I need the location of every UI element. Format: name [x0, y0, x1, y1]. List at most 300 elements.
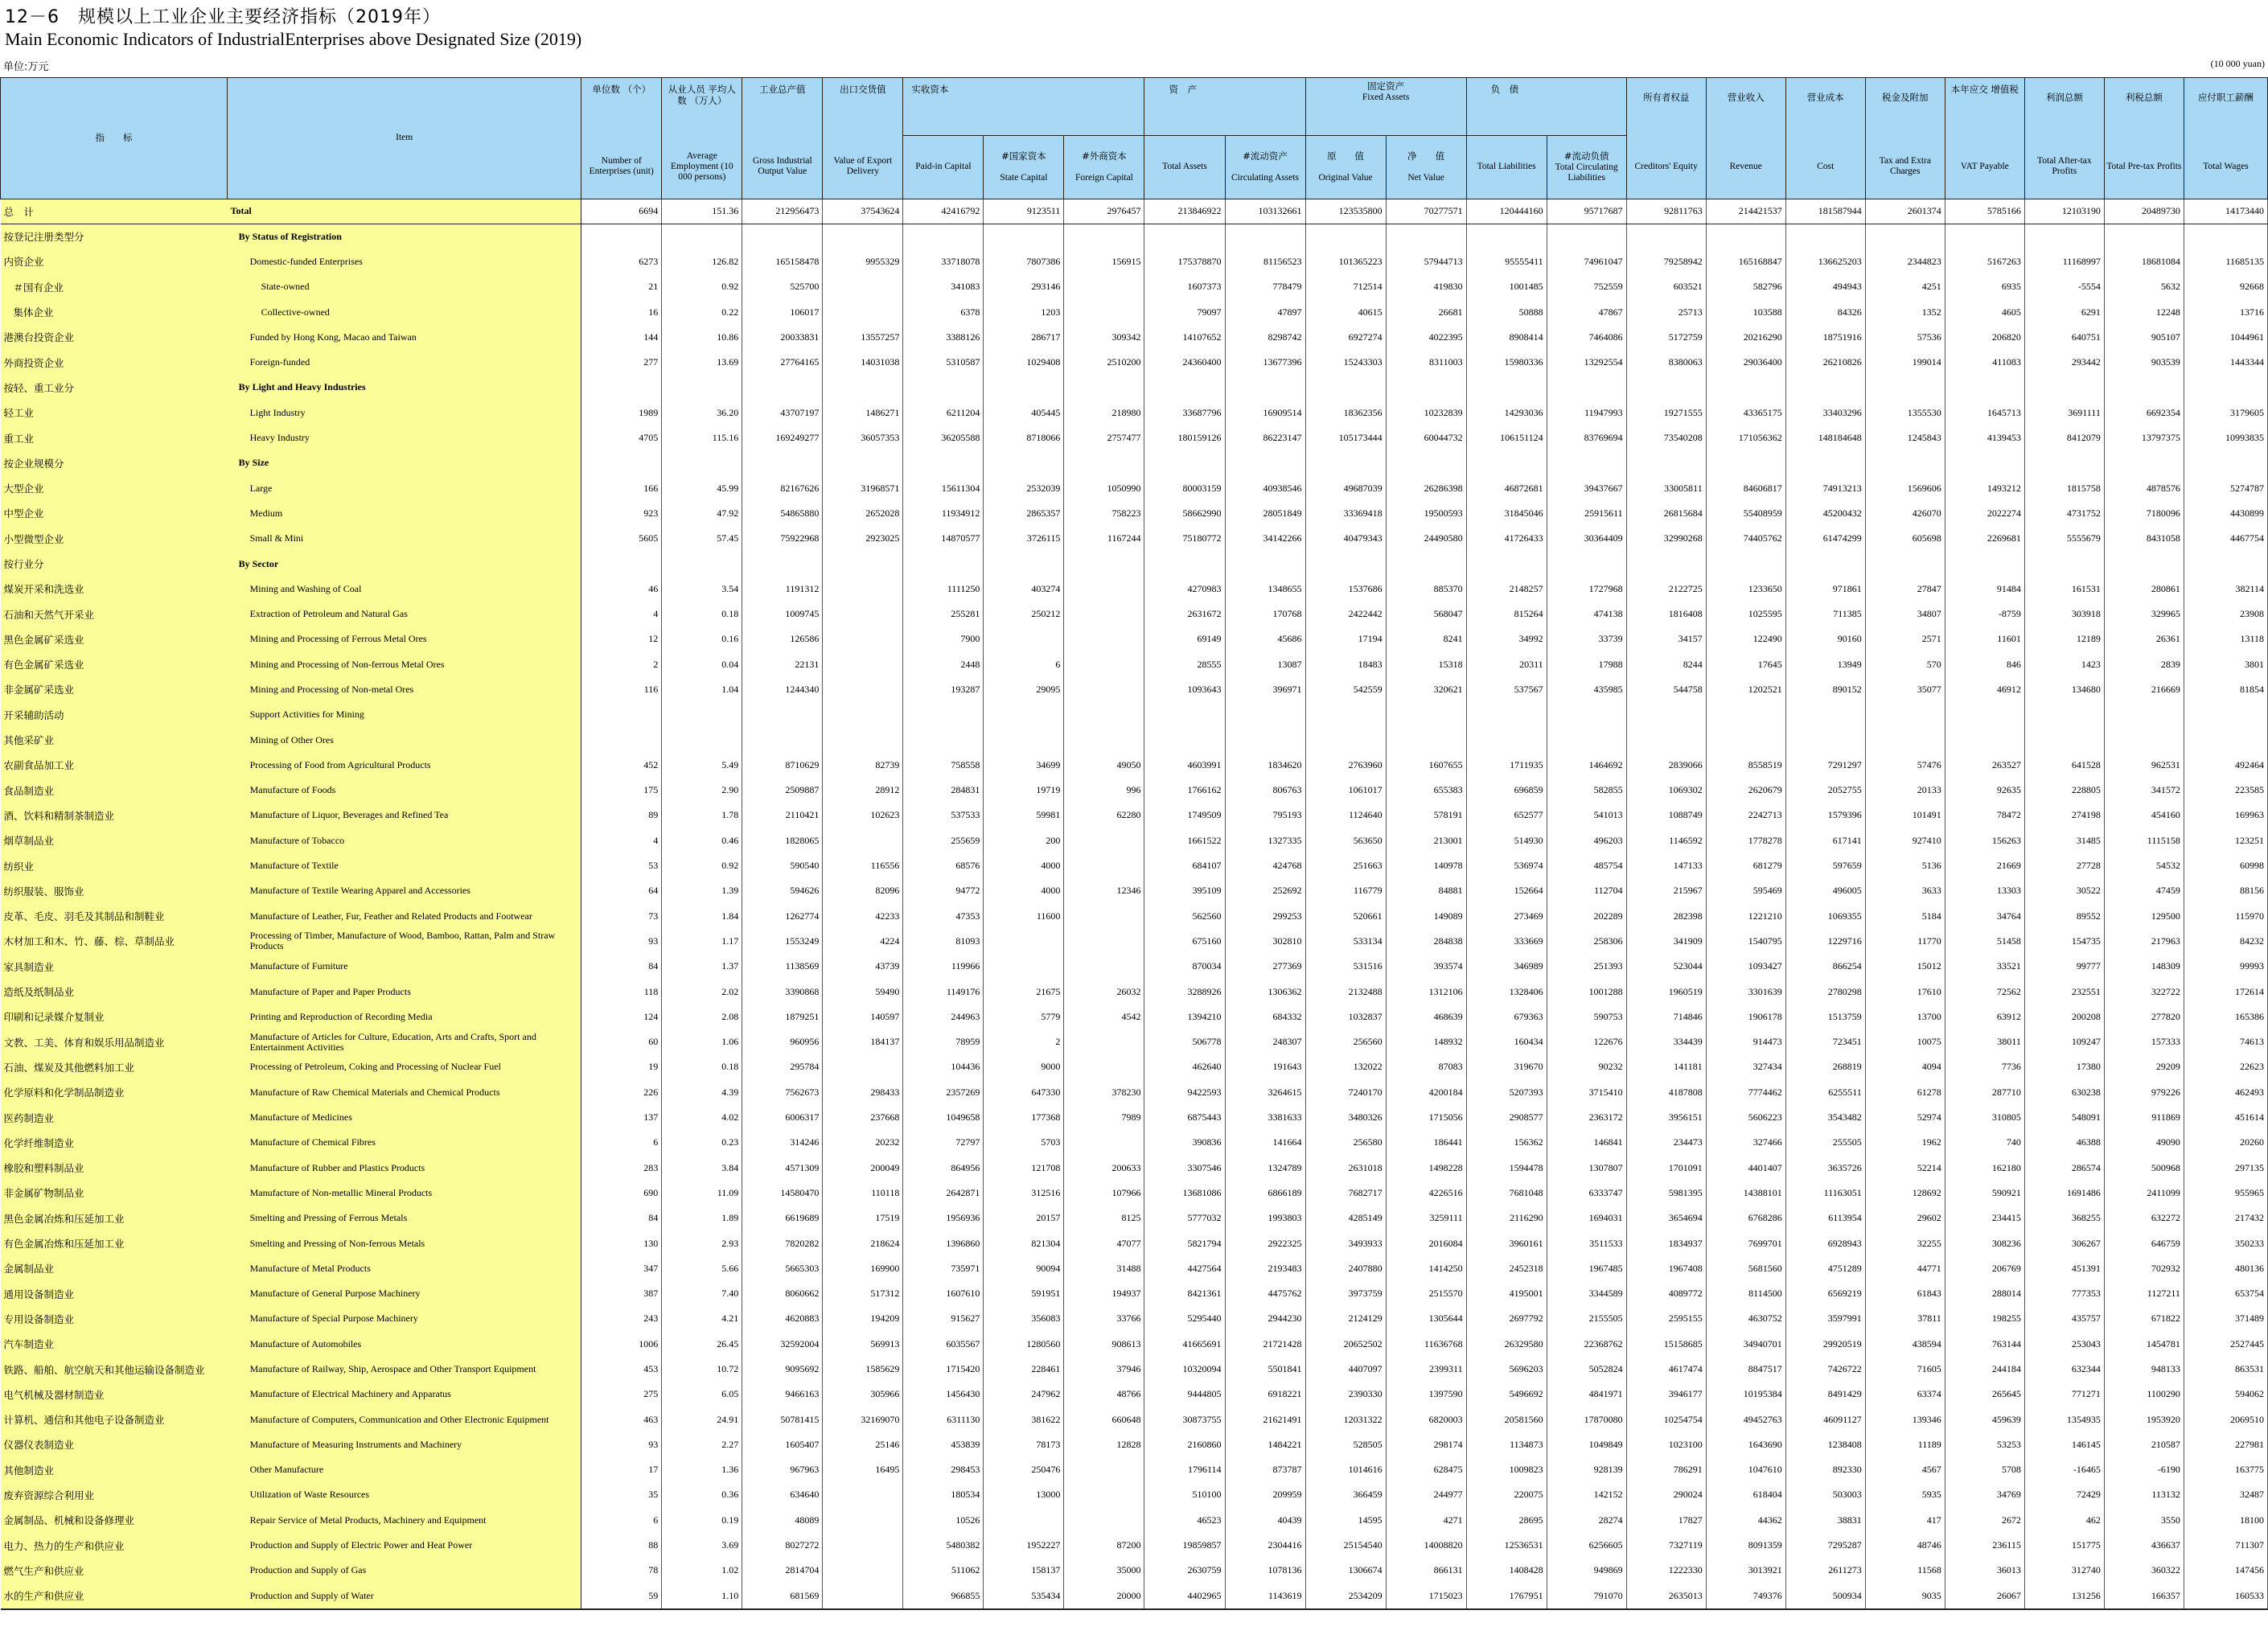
data-cell	[1945, 727, 2024, 752]
data-cell: 758223	[1064, 501, 1144, 526]
data-cell: 200208	[2024, 1004, 2104, 1029]
data-cell	[581, 702, 662, 727]
data-cell: 115970	[2184, 904, 2267, 929]
data-cell	[1547, 450, 1626, 475]
data-cell: 6928943	[1785, 1230, 1865, 1255]
header-item: Item	[228, 78, 581, 199]
row-label-en: Processing of Petroleum, Coking and Processing of Nuclear Fuel	[228, 1054, 581, 1079]
data-cell: 569913	[823, 1332, 903, 1357]
data-cell: 308236	[1945, 1230, 2024, 1255]
data-cell	[1547, 551, 1626, 576]
data-cell: 915627	[903, 1306, 984, 1331]
data-cell: 293146	[984, 274, 1064, 299]
data-cell: 47867	[1547, 299, 1626, 324]
table-row	[1, 325, 2268, 350]
data-cell: 4000	[984, 853, 1064, 878]
data-cell: 20033831	[742, 325, 823, 350]
data-cell	[823, 626, 903, 651]
data-cell: 8298742	[1225, 325, 1305, 350]
data-cell: 99993	[2184, 954, 2267, 979]
data-cell	[2184, 551, 2267, 576]
data-cell: 8710629	[742, 753, 823, 778]
data-cell	[2024, 375, 2104, 400]
data-cell: 6006317	[742, 1105, 823, 1130]
data-cell: 18483	[1305, 652, 1386, 677]
data-cell: 32255	[1865, 1230, 1945, 1255]
data-cell: 1312106	[1386, 979, 1466, 1004]
data-cell: 1355530	[1865, 401, 1945, 425]
data-cell: 594626	[742, 878, 823, 903]
data-cell: 152664	[1466, 878, 1547, 903]
row-label-en: Smelting and Pressing of Ferrous Metals	[228, 1206, 581, 1230]
data-cell: 341083	[903, 274, 984, 299]
data-cell: 49050	[1064, 753, 1144, 778]
data-cell: 2	[984, 1029, 1064, 1054]
data-cell: 4271	[1386, 1508, 1466, 1533]
data-cell: 25915611	[1547, 501, 1626, 526]
data-cell: 40479343	[1305, 526, 1386, 551]
data-cell: 371489	[2184, 1306, 2267, 1331]
data-cell: 60998	[2184, 853, 2267, 878]
data-cell: 628475	[1386, 1457, 1466, 1482]
header-emp-cn: 从业人员 平均人数 （万人）	[662, 78, 742, 136]
data-cell: 525700	[742, 274, 823, 299]
data-cell	[1064, 828, 1144, 853]
data-cell	[1706, 702, 1785, 727]
data-cell: 310805	[1945, 1105, 2024, 1130]
data-cell: 8421361	[1144, 1281, 1225, 1306]
data-cell: 57.45	[662, 526, 742, 551]
data-cell: 213001	[1386, 828, 1466, 853]
data-cell: 57536	[1865, 325, 1945, 350]
data-cell: 5821794	[1144, 1230, 1225, 1255]
header-tax-cn: 税金及附加	[1865, 78, 1945, 136]
data-cell: 1537686	[1305, 577, 1386, 602]
data-cell: 711385	[1785, 602, 1865, 626]
row-label-cn: 有色金属矿采选业	[1, 652, 228, 677]
data-cell: 520661	[1305, 904, 1386, 929]
data-cell: 24.91	[662, 1407, 742, 1432]
data-cell: 92811763	[1626, 199, 1706, 224]
data-cell: 286717	[984, 325, 1064, 350]
data-cell	[1865, 702, 1945, 727]
row-label-en: Manufacture of Chemical Fibres	[228, 1130, 581, 1155]
table-row	[1, 727, 2268, 752]
data-cell	[1626, 702, 1706, 727]
data-cell	[1144, 727, 1225, 752]
unit-label-en: (10 000 yuan)	[2210, 58, 2265, 69]
data-cell: 123251	[2184, 828, 2267, 853]
header-output-en: Gross Industrial Output Value	[742, 135, 823, 199]
table-row	[1, 828, 2268, 853]
data-cell	[1144, 224, 1225, 249]
data-cell: 3597991	[1785, 1306, 1865, 1331]
data-cell: 8847517	[1706, 1357, 1785, 1382]
data-cell: 59	[581, 1584, 662, 1609]
data-cell	[984, 702, 1064, 727]
data-cell	[1945, 224, 2024, 249]
data-cell: 1394210	[1144, 1004, 1225, 1029]
table-row	[1, 602, 2268, 626]
data-cell: 89	[581, 803, 662, 828]
data-cell: 81156523	[1225, 249, 1305, 274]
data-cell: 193287	[903, 677, 984, 702]
data-cell	[581, 224, 662, 249]
data-cell: 32990268	[1626, 526, 1706, 551]
data-cell: 0.36	[662, 1482, 742, 1507]
data-cell: 88	[581, 1533, 662, 1558]
data-cell: 132022	[1305, 1054, 1386, 1079]
data-cell: 52214	[1865, 1155, 1945, 1180]
data-cell: 256560	[1305, 1029, 1386, 1054]
data-cell: 273469	[1466, 904, 1547, 929]
data-cell: 10526	[903, 1508, 984, 1533]
data-cell: 1.02	[662, 1558, 742, 1583]
data-cell: 2757477	[1064, 425, 1144, 450]
data-cell: 92668	[2184, 274, 2267, 299]
data-cell	[823, 1054, 903, 1079]
data-cell: 740	[1945, 1130, 2024, 1155]
data-cell: 8027272	[742, 1533, 823, 1558]
data-cell: 161531	[2024, 577, 2104, 602]
data-cell: 157333	[2104, 1029, 2184, 1054]
data-cell: 84232	[2184, 929, 2267, 954]
data-cell: 1262774	[742, 904, 823, 929]
data-cell: 13949	[1785, 652, 1865, 677]
row-label-cn: 集体企业	[1, 299, 228, 324]
data-cell: 18362356	[1305, 401, 1386, 425]
data-cell: 7774462	[1706, 1080, 1785, 1105]
data-cell: 26286398	[1386, 475, 1466, 500]
row-label-en: By Size	[228, 450, 581, 475]
data-cell: 541013	[1547, 803, 1626, 828]
data-cell	[823, 1584, 903, 1609]
data-cell: 17	[581, 1457, 662, 1482]
data-cell	[823, 677, 903, 702]
data-cell: -8759	[1945, 602, 2024, 626]
data-cell: 74613	[2184, 1029, 2267, 1054]
data-cell: 54532	[2104, 853, 2184, 878]
data-cell: 5777032	[1144, 1206, 1225, 1230]
data-cell: 8558519	[1706, 753, 1785, 778]
table-row	[1, 878, 2268, 903]
data-cell: 749376	[1706, 1584, 1785, 1609]
data-cell: 2411099	[2104, 1181, 2184, 1206]
data-cell: 148309	[2104, 954, 2184, 979]
data-cell: 4603991	[1144, 753, 1225, 778]
data-cell: 537533	[903, 803, 984, 828]
data-cell: 1.17	[662, 929, 742, 954]
row-label-cn: 总 计	[1, 199, 228, 224]
data-cell: 166	[581, 475, 662, 500]
data-cell: 996	[1064, 778, 1144, 803]
data-cell: 511062	[903, 1558, 984, 1583]
row-label-en: Manufacture of Automobiles	[228, 1332, 581, 1357]
row-label-cn: 纺织服装、服饰业	[1, 878, 228, 903]
data-cell: 1423	[2024, 652, 2104, 677]
data-cell: 298174	[1386, 1432, 1466, 1457]
row-label-en: Large	[228, 475, 581, 500]
data-cell	[1064, 677, 1144, 702]
data-cell: 2399311	[1386, 1357, 1466, 1382]
data-cell: 11568	[1865, 1558, 1945, 1583]
data-cell	[1064, 929, 1144, 954]
table-row	[1, 702, 2268, 727]
data-cell: 329965	[2104, 602, 2184, 626]
data-cell: 3307546	[1144, 1155, 1225, 1180]
data-cell	[1547, 702, 1626, 727]
data-cell: 228805	[2024, 778, 2104, 803]
data-cell: 1049658	[903, 1105, 984, 1130]
data-cell: 2976457	[1064, 199, 1144, 224]
data-cell	[984, 626, 1064, 651]
data-cell: 5779	[984, 1004, 1064, 1029]
data-cell: 2132488	[1305, 979, 1386, 1004]
data-cell: 148184648	[1785, 425, 1865, 450]
data-cell: 140978	[1386, 853, 1466, 878]
row-label-en: Manufacture of Non-metallic Mineral Products	[228, 1181, 581, 1206]
data-cell: 75922968	[742, 526, 823, 551]
data-cell: 32169070	[823, 1407, 903, 1432]
data-cell: 5052824	[1547, 1357, 1626, 1382]
data-cell: 283	[581, 1155, 662, 1180]
table-row	[1, 299, 2268, 324]
data-cell: 2908577	[1466, 1105, 1547, 1130]
data-cell: 28912	[823, 778, 903, 803]
data-cell: 36205588	[903, 425, 984, 450]
data-cell: 175	[581, 778, 662, 803]
data-cell: 20157	[984, 1206, 1064, 1230]
data-cell: 121708	[984, 1155, 1064, 1180]
data-cell: 4	[581, 828, 662, 853]
data-cell: 1352	[1865, 299, 1945, 324]
data-cell: 4542	[1064, 1004, 1144, 1029]
data-cell: 9444805	[1144, 1382, 1225, 1407]
data-cell	[1386, 375, 1466, 400]
data-cell: 247962	[984, 1382, 1064, 1407]
data-cell: 368255	[2024, 1206, 2104, 1230]
data-cell: 243	[581, 1306, 662, 1331]
row-label-en: Support Activities for Mining	[228, 702, 581, 727]
data-cell	[1064, 954, 1144, 979]
data-cell: 24490580	[1386, 526, 1466, 551]
data-cell: 3288926	[1144, 979, 1225, 1004]
data-cell: 6035567	[903, 1332, 984, 1357]
data-cell: 424768	[1225, 853, 1305, 878]
data-cell: 1993803	[1225, 1206, 1305, 1230]
row-label-cn: 文教、工美、体育和娱乐用品制造业	[1, 1029, 228, 1054]
header-units-en: Number of Enterprises (unit)	[581, 135, 662, 199]
data-cell: 116	[581, 677, 662, 702]
row-label-cn: 轻工业	[1, 401, 228, 425]
data-cell	[1945, 450, 2024, 475]
data-cell: 20260	[2184, 1130, 2267, 1155]
data-cell: 378230	[1064, 1080, 1144, 1105]
data-cell: 12	[581, 626, 662, 651]
category-row	[1, 551, 2268, 576]
data-cell: 4402965	[1144, 1584, 1225, 1609]
data-cell: 171056362	[1706, 425, 1785, 450]
data-cell: 1.04	[662, 677, 742, 702]
row-label-en: By Status of Registration	[228, 224, 581, 249]
data-cell: 107966	[1064, 1181, 1144, 1206]
data-cell: 215967	[1626, 878, 1706, 903]
data-cell: 8718066	[984, 425, 1064, 450]
row-label-en: Manufacture of Railway, Ship, Aerospace and Other Transport Equipment	[228, 1357, 581, 1382]
data-cell: 118	[581, 979, 662, 1004]
data-cell: 1767951	[1466, 1584, 1547, 1609]
row-label-cn: 重工业	[1, 425, 228, 450]
data-cell: 1238408	[1785, 1432, 1865, 1457]
data-cell: 1029408	[984, 350, 1064, 375]
data-cell: 2780298	[1785, 979, 1865, 1004]
data-cell: 494943	[1785, 274, 1865, 299]
table-row	[1, 1508, 2268, 1533]
data-cell: 21	[581, 274, 662, 299]
data-cell: 711307	[2184, 1533, 2267, 1558]
table-row	[1, 1584, 2268, 1609]
data-cell: 120444160	[1466, 199, 1547, 224]
data-cell: 72797	[903, 1130, 984, 1155]
data-cell: 647330	[984, 1080, 1064, 1105]
data-cell: 15158685	[1626, 1332, 1706, 1357]
data-cell: 13700	[1865, 1004, 1945, 1029]
row-label-cn: 化学纤维制造业	[1, 1130, 228, 1155]
data-cell: 8114500	[1706, 1281, 1785, 1306]
header-circ: #流动资产 Circulating Assets	[1225, 135, 1305, 199]
data-cell: 170768	[1225, 602, 1305, 626]
data-cell	[1785, 224, 1865, 249]
data-cell: 244977	[1386, 1482, 1466, 1507]
data-cell: 14008820	[1386, 1533, 1466, 1558]
data-cell: 1111250	[903, 577, 984, 602]
data-cell: 251393	[1547, 954, 1626, 979]
data-cell: 158137	[984, 1558, 1064, 1583]
data-cell: 33718078	[903, 249, 984, 274]
data-cell: 39437667	[1547, 475, 1626, 500]
data-cell: 35077	[1865, 677, 1945, 702]
data-cell: 33521	[1945, 954, 2024, 979]
data-cell: 1643690	[1706, 1432, 1785, 1457]
row-label-en: State-owned	[228, 274, 581, 299]
data-cell: 20652502	[1305, 1332, 1386, 1357]
data-cell: 2534209	[1305, 1584, 1386, 1609]
data-cell: 15980336	[1466, 350, 1547, 375]
row-label-cn: 化学原料和化学制品制造业	[1, 1080, 228, 1105]
data-cell: 70277571	[1386, 199, 1466, 224]
row-label-cn: 印刷和记录媒介复制业	[1, 1004, 228, 1029]
data-cell: 194937	[1064, 1281, 1144, 1306]
data-cell: 7.40	[662, 1281, 742, 1306]
data-cell: 14173440	[2184, 199, 2267, 224]
data-cell: 866254	[1785, 954, 1865, 979]
data-cell: 33005811	[1626, 475, 1706, 500]
data-cell: 655383	[1386, 778, 1466, 803]
data-cell: 8491429	[1785, 1382, 1865, 1407]
data-cell: 735971	[903, 1256, 984, 1281]
data-cell: 1280560	[984, 1332, 1064, 1357]
data-cell: 95717687	[1547, 199, 1626, 224]
data-cell: 34807	[1865, 602, 1945, 626]
data-cell: 116556	[823, 853, 903, 878]
data-cell: 217963	[2104, 929, 2184, 954]
data-cell: 79097	[1144, 299, 1225, 324]
data-cell: 503003	[1785, 1482, 1865, 1507]
data-cell: 6333747	[1547, 1181, 1626, 1206]
data-cell: 17519	[823, 1206, 903, 1230]
data-cell: 3633	[1865, 878, 1945, 903]
data-cell: 795193	[1225, 803, 1305, 828]
data-cell: 14107652	[1144, 325, 1225, 350]
row-label-en: Manufacture of Leather, Fur, Feather and Related Products and Footwear	[228, 904, 581, 929]
data-cell: 821304	[984, 1230, 1064, 1255]
data-cell: 5.66	[662, 1256, 742, 1281]
row-label-en: Domestic-funded Enterprises	[228, 249, 581, 274]
data-cell: 17380	[2024, 1054, 2104, 1079]
data-cell: 1222330	[1626, 1558, 1706, 1583]
data-cell: 9123511	[984, 199, 1064, 224]
data-cell: 43365175	[1706, 401, 1785, 425]
data-cell: 1127211	[2104, 1281, 2184, 1306]
data-cell: 84606817	[1706, 475, 1785, 500]
data-cell: 93	[581, 1432, 662, 1457]
data-cell: 218624	[823, 1230, 903, 1255]
data-cell: 35000	[1064, 1558, 1144, 1583]
data-cell: 88156	[2184, 878, 2267, 903]
data-cell	[903, 450, 984, 475]
data-cell: 3480326	[1305, 1105, 1386, 1130]
data-cell: 180534	[903, 1482, 984, 1507]
data-cell: 5295440	[1144, 1306, 1225, 1331]
data-cell: 7295287	[1785, 1533, 1865, 1558]
data-cell: 61843	[1865, 1281, 1945, 1306]
data-cell: 1093643	[1144, 677, 1225, 702]
data-cell: 2.02	[662, 979, 742, 1004]
data-cell: 41726433	[1466, 526, 1547, 551]
data-cell: 6291	[2024, 299, 2104, 324]
data-cell: 971861	[1785, 577, 1865, 602]
data-cell: 17645	[1706, 652, 1785, 677]
data-cell: 1834620	[1225, 753, 1305, 778]
data-cell: 154735	[2024, 929, 2104, 954]
data-cell: 34142266	[1225, 526, 1305, 551]
data-cell: 280861	[2104, 577, 2184, 602]
row-label-cn: 皮革、毛皮、羽毛及其制品和制鞋业	[1, 904, 228, 929]
data-cell: 1605407	[742, 1432, 823, 1457]
data-cell: 40938546	[1225, 475, 1305, 500]
data-cell: 806763	[1225, 778, 1305, 803]
data-cell: 1146592	[1626, 828, 1706, 853]
data-cell: 199014	[1865, 350, 1945, 375]
row-label-en: Manufacture of Metal Products	[228, 1256, 581, 1281]
data-cell: 387	[581, 1281, 662, 1306]
data-cell: 2.93	[662, 1230, 742, 1255]
data-cell: 20489730	[2104, 199, 2184, 224]
data-cell: 36057353	[823, 425, 903, 450]
table-row	[1, 979, 2268, 1004]
data-cell: 7699701	[1706, 1230, 1785, 1255]
data-cell: 226	[581, 1080, 662, 1105]
data-cell: 3956151	[1626, 1105, 1706, 1130]
data-cell: 122676	[1547, 1029, 1626, 1054]
data-cell: 1100290	[2104, 1382, 2184, 1407]
data-cell: 52974	[1865, 1105, 1945, 1130]
data-cell: 17870080	[1547, 1407, 1626, 1432]
data-cell: 2390330	[1305, 1382, 1386, 1407]
data-cell: 13087	[1225, 652, 1305, 677]
data-cell: 295784	[742, 1054, 823, 1079]
data-cell: 590540	[742, 853, 823, 878]
